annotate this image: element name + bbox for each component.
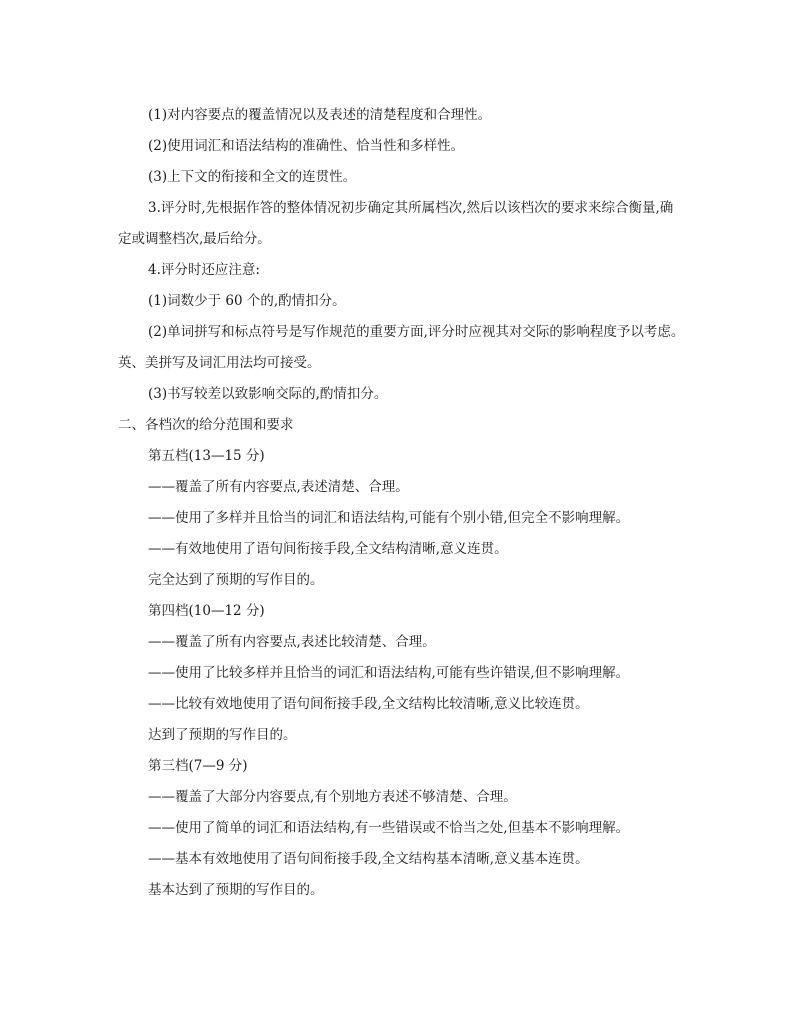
- grade-4-summary: 达到了预期的写作目的。: [148, 727, 297, 743]
- rule-4-item-1: (1)词数少于 60 个的,酌情扣分。: [148, 293, 346, 309]
- grade-4-item-2: ——使用了比较多样并且恰当的词汇和语法结构,可能有些许错误,但不影响理解。: [148, 665, 630, 681]
- grade-3-item-2: ——使用了简单的词汇和语法结构,有一些错误或不恰当之处,但基本不影响理解。: [148, 820, 630, 836]
- grade-5-heading: 第五档(13—15 分): [148, 448, 265, 464]
- criterion-1: (1)对内容要点的覆盖情况以及表述的清楚程度和合理性。: [148, 107, 492, 123]
- grade-3-summary: 基本达到了预期的写作目的。: [148, 882, 324, 898]
- rule-4-item-2-line-2: 英、美拼写及词汇用法均可接受。: [118, 355, 321, 371]
- grade-4-item-3: ——比较有效地使用了语句间衔接手段,全文结构比较清晰,意义比较连贯。: [148, 696, 589, 712]
- grade-3-heading: 第三档(7—9 分): [148, 758, 248, 774]
- rule-3-line-1: 3.评分时,先根据作答的整体情况初步确定其所属档次,然后以该档次的要求来综合衡量,确: [148, 200, 674, 216]
- rule-4-heading: 4.评分时还应注意:: [148, 262, 260, 278]
- grade-5-item-2: ——使用了多样并且恰当的词汇和语法结构,可能有个别小错,但完全不影响理解。: [148, 510, 630, 526]
- grade-3-item-3: ——基本有效地使用了语句间衔接手段,全文结构基本清晰,意义基本连贯。: [148, 851, 589, 867]
- grade-5-item-1: ——覆盖了所有内容要点,表述清楚、合理。: [148, 479, 409, 495]
- section-heading: 二、各档次的给分范围和要求: [118, 417, 294, 433]
- grade-5-item-3: ——有效地使用了语句间衔接手段,全文结构清晰,意义连贯。: [148, 541, 508, 557]
- grade-5-summary: 完全达到了预期的写作目的。: [148, 572, 324, 588]
- criterion-2: (2)使用词汇和语法结构的准确性、恰当性和多样性。: [148, 138, 465, 154]
- rule-4-item-2-line-1: (2)单词拼写和标点符号是写作规范的重要方面,评分时应视其对交际的影响程度予以考虑。: [148, 324, 685, 340]
- grade-3-item-1: ——覆盖了大部分内容要点,有个别地方表述不够清楚、合理。: [148, 789, 517, 805]
- grade-4-item-1: ——覆盖了所有内容要点,表述比较清楚、合理。: [148, 634, 436, 650]
- criterion-3: (3)上下文的衔接和全文的连贯性。: [148, 169, 357, 185]
- document-body: [118, 103, 698, 909]
- grade-4-heading: 第四档(10—12 分): [148, 603, 265, 619]
- rule-3-line-2: 定或调整档次,最后给分。: [118, 231, 271, 247]
- rule-4-item-3: (3)书写较差以致影响交际的,酌情扣分。: [148, 386, 388, 402]
